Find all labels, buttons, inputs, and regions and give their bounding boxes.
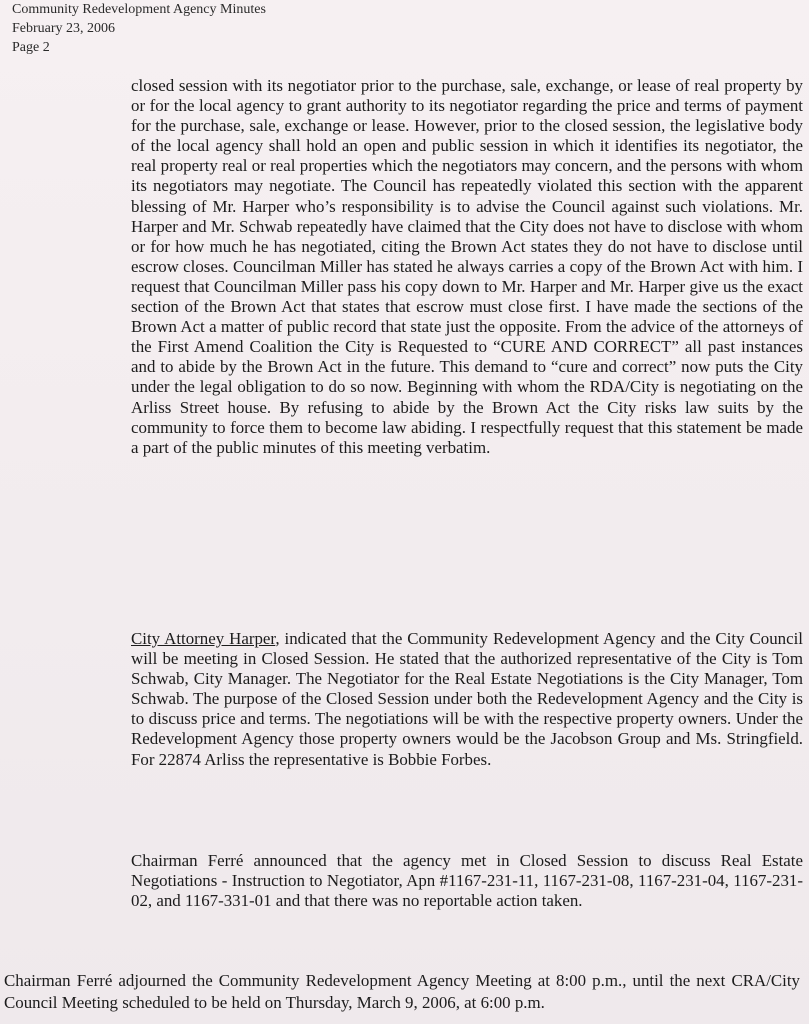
paragraph-adjournment: Chairman Ferré adjourned the Community Redevelopment Agency Meeting at 8:00 p.m., until the next CRA/City Council Meeting scheduled to be held on Thursday, March 9, 2006, at 6:00 p.m. [4, 971, 800, 1012]
paragraph-public-comment: closed session with its negotiator prior to the purchase, sale, exchange, or lease of real property by or for the local agency to grant authority to its negotiator regarding the price and terms of payment for the purchase, sale, exchange or lease. However, prior to the closed session, the legislative body of the local agency shall hold an open and public session in which it identifies its negotiator, the real property real or real properties which the negotiators may concern, and the persons with whom its negotiators may negotiate. The Council has repeatedly violated this section with the apparent blessing of Mr. Harper who’s responsibility is to advise the Council against such violations. Mr. Harper and Mr. Schwab repeatedly have claimed that the City does not have to disclose with whom or for how much he has negotiated, citing the Brown Act states they do not have to disclose until escrow closes. Councilman Miller has stated he always carries a copy of the Brown Act with him. I request that Councilman Miller pass his copy down to Mr. Harper and Mr. Harper give us the exact section of the Brown Act that states that escrow must close first. I have made the sections of the Brown Act a matter of public record that state just the opposite. From the advice of the attorneys of the First Amend Coalition the City is Requested to “CURE AND CORRECT” all past instances and to abide by the Brown Act in the future. This demand to “cure and correct” now puts the City under the legal obligation to do so now. Beginning with whom the RDA/City is negotiating on the Arliss Street house. By refusing to abide by the Brown Act the City risks law suits by the community to force them to become law abiding. I respectfully request that this statement be made a part of the public minutes of this meeting verbatim. [131, 76, 803, 457]
page-header [12, 0, 266, 57]
paragraph-attorney-statement [131, 629, 803, 770]
paragraph-closed-session-report: Chairman Ferré announced that the agency met in Closed Session to discuss Real Estate Negotiations - Instruction to Negotiator, Apn #1167-231-11, 1167-231-08, 1167-231-04, 1167-231-02, and 1167-331-01 and that there was no reportable action taken. [131, 851, 803, 911]
speaker-name: City Attorney Harper [131, 629, 276, 648]
attorney-statement-text: , indicated that the Community Redevelopment Agency and the City Council will be meeting in Closed Session. He stated that the authorized representative of the City is Tom Schwab, City Manager. The Negotiator for the Real Estate Negotiations is the City Manager, Tom Schwab. The purpose of the Closed Session under both the Redevelopment Agency and the City is to discuss price and terms. The negotiations will be with the respective property owners. Under the Redevelopment Agency those property owners would be the Jacobson Group and Ms. Stringfield. For 22874 Arliss the representative is Bobbie Forbes. [131, 629, 803, 769]
page-number: Page 2 [12, 40, 50, 55]
document-title: Community Redevelopment Agency Minutes [12, 2, 266, 17]
document-date: February 23, 2006 [12, 21, 116, 36]
